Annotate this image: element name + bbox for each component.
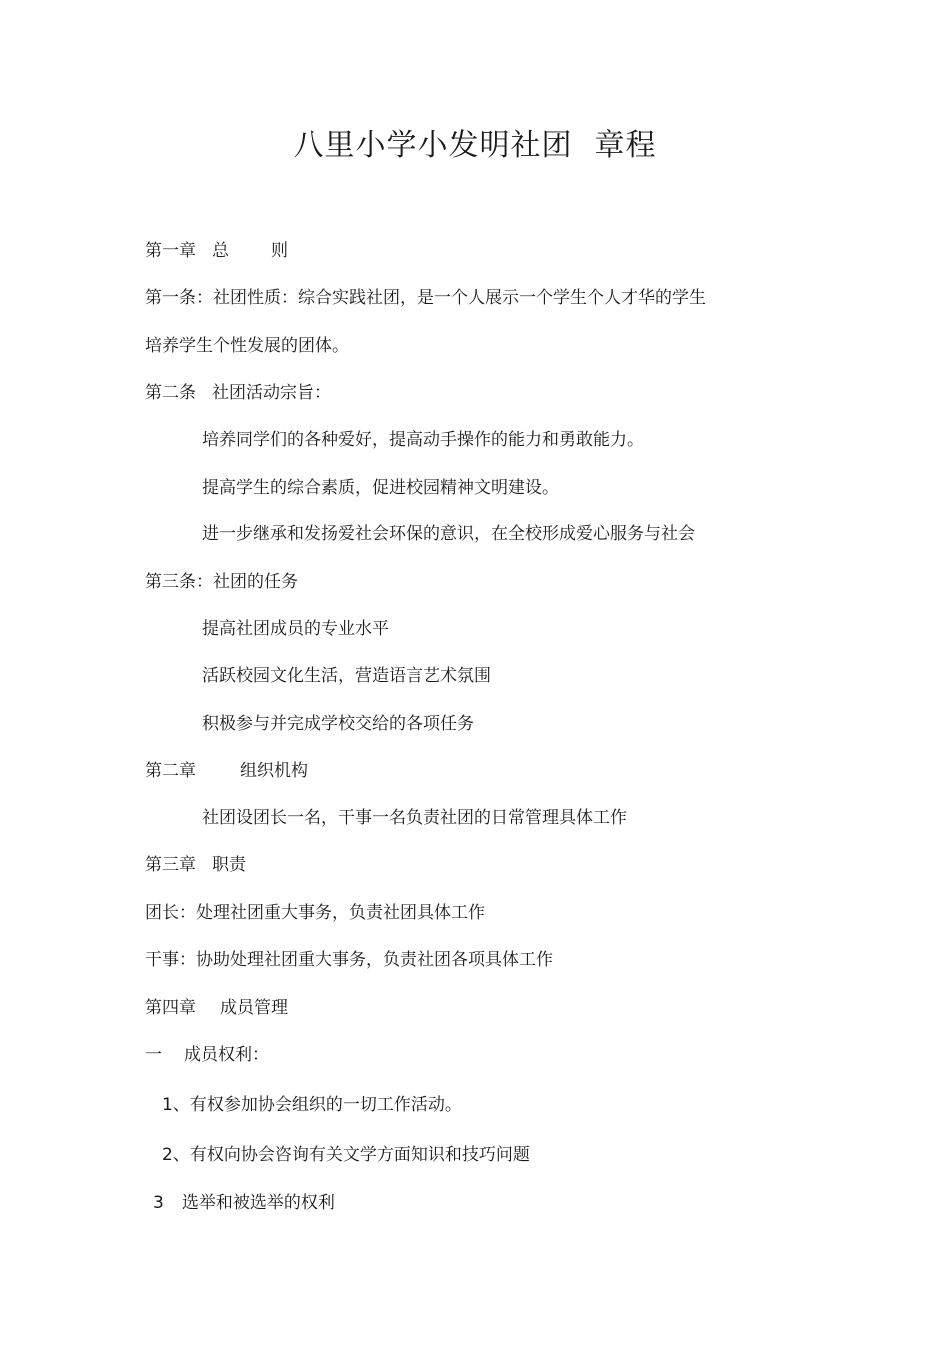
article-3-item-1: 提高社团成员的专业水平 xyxy=(202,619,389,639)
chapter-4-title: 成员管理 xyxy=(220,998,288,1018)
duty-officer: 干事：协助处理社团重大事务，负责社团各项具体工作 xyxy=(145,950,553,970)
rights-label: 一 xyxy=(145,1045,162,1065)
chapter-2-heading xyxy=(145,759,308,783)
right-item-3-number: 3 xyxy=(153,1193,164,1213)
right-item-3-text: 选举和被选举的权利 xyxy=(181,1193,335,1213)
chapter-1-word-1: 总 xyxy=(212,241,229,261)
article-1-line-2: 培养学生个性发展的团体。 xyxy=(145,336,349,356)
document-title xyxy=(0,120,950,164)
article-3-item-2: 活跃校园文化生活，营造语言艺术氛围 xyxy=(202,666,491,686)
chapter-4-label: 第四章 xyxy=(145,998,196,1018)
right-item-3 xyxy=(153,1191,335,1215)
article-3-item-3: 积极参与并完成学校交给的各项任务 xyxy=(202,714,474,734)
article-3-heading: 第三条：社团的任务 xyxy=(145,572,298,592)
chapter-1-label: 第一章 xyxy=(145,241,196,261)
duty-leader: 团长：处理社团重大事务，负责社团具体工作 xyxy=(145,903,485,923)
chapter-2-body: 社团设团长一名，干事一名负责社团的日常管理具体工作 xyxy=(202,808,627,828)
article-2-item-1: 培养同学们的各种爱好，提高动手操作的能力和勇敢能力。 xyxy=(202,430,644,450)
article-2-label: 第二条 xyxy=(145,383,196,403)
article-2-title: 社团活动宗旨： xyxy=(212,383,331,403)
chapter-3-title: 职责 xyxy=(212,855,246,875)
article-1-line-1: 第一条：社团性质：综合实践社团，是一个人展示一个学生个人才华的学生 xyxy=(145,288,706,308)
rights-heading xyxy=(145,1043,269,1067)
chapter-2-title: 组织机构 xyxy=(240,761,308,781)
chapter-1-word-2: 则 xyxy=(271,241,288,261)
chapter-2-label: 第二章 xyxy=(145,761,196,781)
right-item-1: 1、有权参加协会组织的一切工作活动。 xyxy=(162,1095,462,1115)
chapter-3-heading xyxy=(145,853,246,877)
article-2-item-2: 提高学生的综合素质，促进校园精神文明建设。 xyxy=(202,478,559,498)
right-item-2: 2、有权向协会咨询有关文学方面知识和技巧问题 xyxy=(162,1145,530,1165)
title-main: 八里小学小发明社团 xyxy=(293,128,573,163)
article-2-heading xyxy=(145,381,331,405)
rights-title: 成员权利： xyxy=(184,1045,269,1065)
chapter-3-label: 第三章 xyxy=(145,855,196,875)
chapter-1-heading xyxy=(145,239,288,263)
title-suffix: 章程 xyxy=(594,128,657,163)
chapter-4-heading xyxy=(145,996,288,1020)
article-2-item-3: 进一步继承和发扬爱社会环保的意识，在全校形成爱心服务与社会 xyxy=(202,524,695,544)
